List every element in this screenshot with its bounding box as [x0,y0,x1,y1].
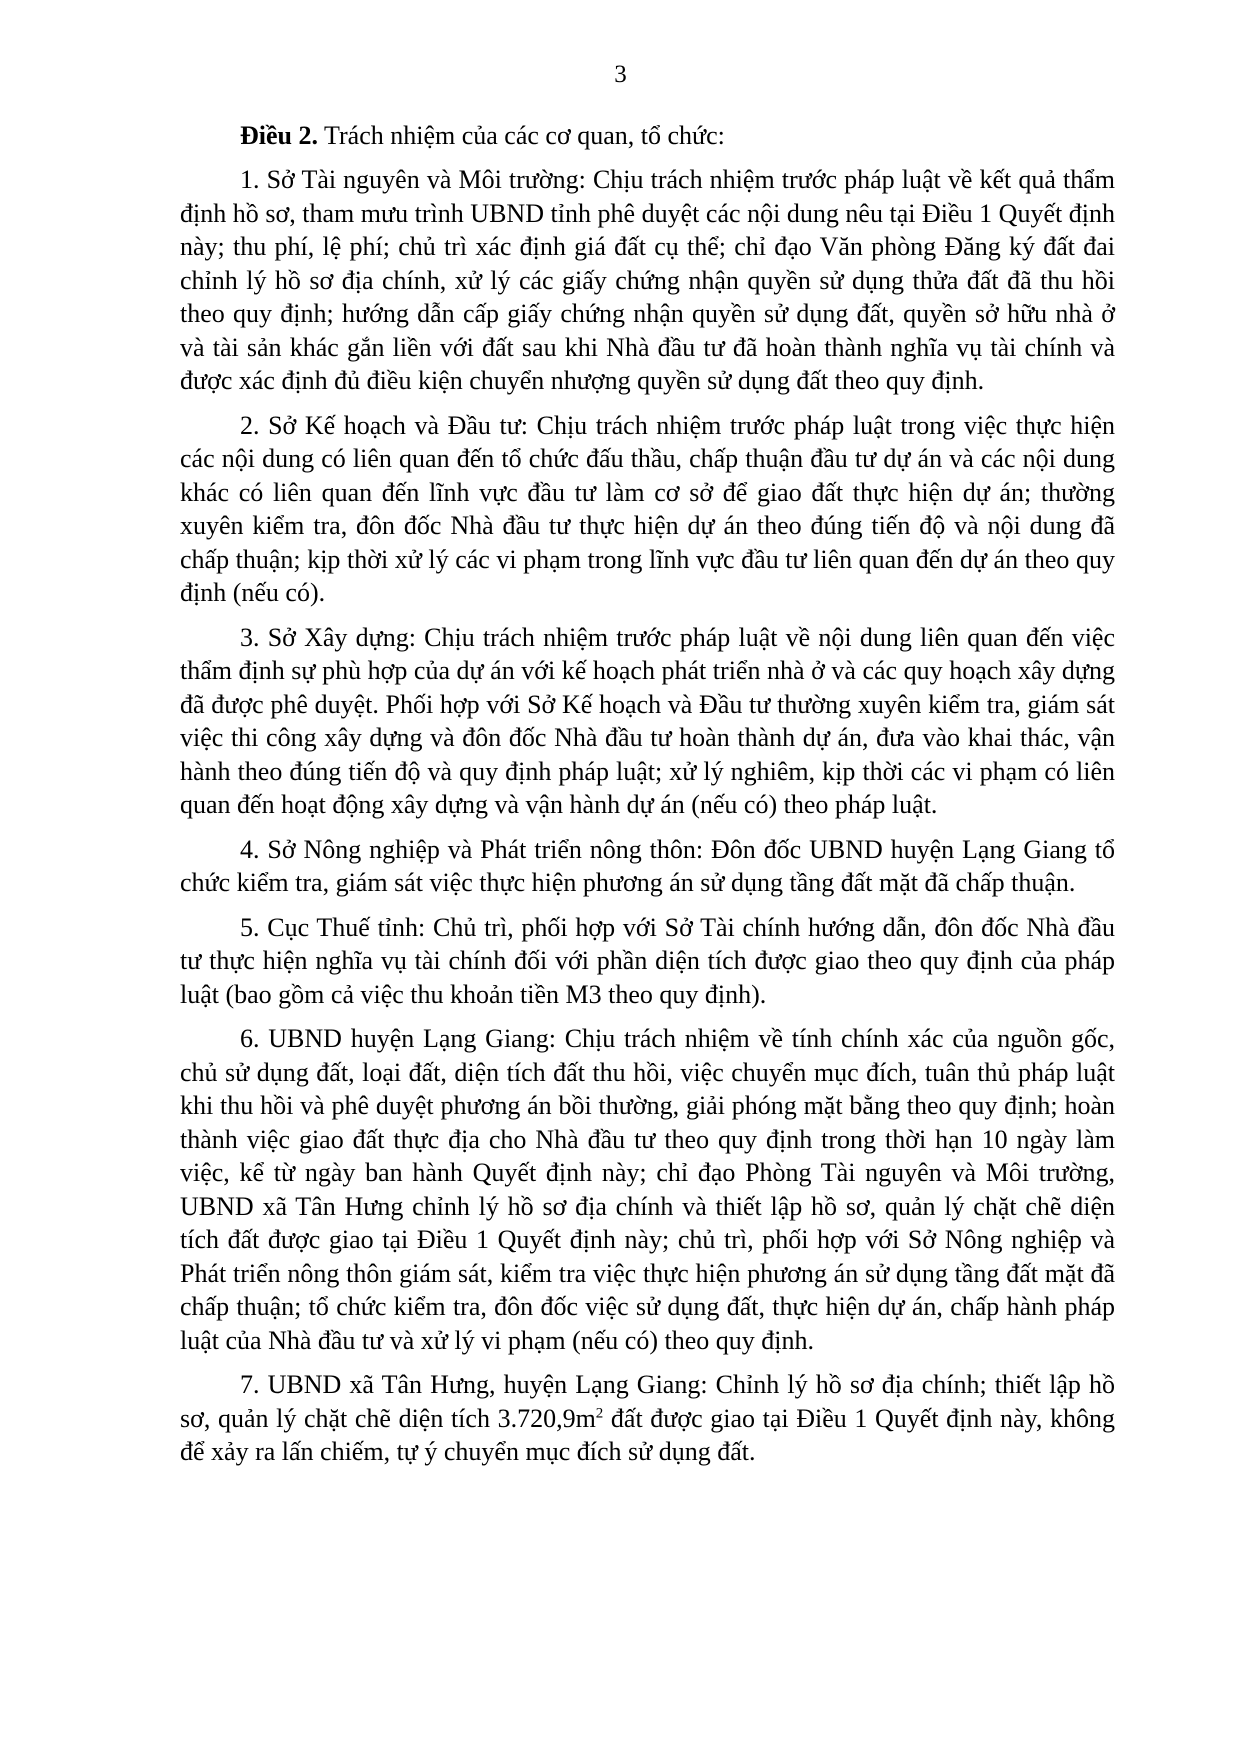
article-heading [180,118,1115,153]
article-title: Trách nhiệm của các cơ quan, tổ chức: [318,121,725,150]
paragraph-3: 3. Sở Xây dựng: Chịu trách nhiệm trước pháp luật về nội dung liên quan đến việc thẩm định sự phù hợp của dự án với kế hoạch phát triển nhà ở và các quy hoạch xây dựng đã được phê duyệt. Phối hợp với Sở Kế hoạch và Đầu tư thường xuyên kiểm tra, giám sát việc thi công xây dựng và đôn đốc Nhà đầu tư hoàn thành dự án, đưa vào khai thác, vận hành theo đúng tiến độ và quy định pháp luật; xử lý nghiêm, kịp thời các vi phạm có liên quan đến hoạt động xây dựng và vận hành dự án (nếu có) theo pháp luật. [180,622,1115,819]
paragraph-7 [180,1368,1115,1469]
article-label: Điều 2. [240,121,318,150]
document-body [180,118,1115,1480]
paragraph-7-text-start: 7. UBND xã Tân Hưng, huyện Lạng Giang: Chỉnh lý hồ sơ địa chính; thiết lập hồ sơ, quản lý chặt chẽ diện tích 3.720,9m [180,1370,1115,1433]
paragraph-1: 1. Sở Tài nguyên và Môi trường: Chịu trách nhiệm trước pháp luật về kết quả thẩm định hồ sơ, tham mưu trình UBND tỉnh phê duyệt các nội dung nêu tại Điều 1 Quyết định này; thu phí, lệ phí; chủ trì xác định giá đất cụ thể; chỉ đạo Văn phòng Đăng ký đất đai chỉnh lý hồ sơ địa chính, xử lý các giấy chứng nhận quyền sử dụng thửa đất đã thu hồi theo quy định; hướng dẫn cấp giấy chứng nhận quyền sử dụng đất, quyền sở hữu nhà ở và tài sản khác gắn liền với đất sau khi Nhà đầu tư đã hoàn thành nghĩa vụ tài chính và được xác định đủ điều kiện chuyển nhượng quyền sử dụng đất theo quy định. [180,165,1115,395]
page-number: 3 [614,61,627,88]
area-unit-superscript: 2 [595,1404,604,1421]
paragraph-7-text-end: đất được giao tại Điều 1 Quyết định này, không để xảy ra lấn chiếm, tự ý chuyển mục đích sử dụng đất. [180,1403,1115,1466]
paragraph-5: 5. Cục Thuế tỉnh: Chủ trì, phối hợp với Sở Tài chính hướng dẫn, đôn đốc Nhà đầu tư thực hiện nghĩa vụ tài chính đối với phần diện tích được giao theo quy định của pháp luật (bao gồm cả việc thu khoản tiền M3 theo quy định). [180,912,1115,1009]
paragraph-2: 2. Sở Kế hoạch và Đầu tư: Chịu trách nhiệm trước pháp luật trong việc thực hiện các nội dung có liên quan đến tổ chức đấu thầu, chấp thuận đầu tư dự án và các nội dung khác có liên quan đến lĩnh vực đầu tư làm cơ sở để giao đất thực hiện dự án; thường xuyên kiểm tra, đôn đốc Nhà đầu tư thực hiện dự án theo đúng tiến độ và nội dung đã chấp thuận; kịp thời xử lý các vi phạm trong lĩnh vực đầu tư liên quan đến dự án theo quy định (nếu có). [180,410,1115,607]
paragraph-6: 6. UBND huyện Lạng Giang: Chịu trách nhiệm về tính chính xác của nguồn gốc, chủ sử dụng đất, loại đất, diện tích đất thu hồi, việc chuyển mục đích, tuân thủ pháp luật khi thu hồi và phê duyệt phương án bồi thường, giải phóng mặt bằng theo quy định; hoàn thành việc giao đất thực địa cho Nhà đầu tư theo quy định trong thời hạn 10 ngày làm việc, kể từ ngày ban hành Quyết định này; chỉ đạo Phòng Tài nguyên và Môi trường, UBND xã Tân Hưng chỉnh lý hồ sơ địa chính và thiết lập hồ sơ, quản lý chặt chẽ diện tích đất được giao tại Điều 1 Quyết định này; chủ trì, phối hợp với Sở Nông nghiệp và Phát triển nông thôn giám sát, kiểm tra việc thực hiện phương án sử dụng tầng đất mặt đã chấp thuận; tổ chức kiểm tra, đôn đốc việc sử dụng đất, thực hiện dự án, chấp hành pháp luật của Nhà đầu tư và xử lý vi phạm (nếu có) theo quy định. [180,1024,1115,1355]
paragraph-4: 4. Sở Nông nghiệp và Phát triển nông thôn: Đôn đốc UBND huyện Lạng Giang tổ chức kiểm tra, giám sát việc thực hiện phương án sử dụng tầng đất mặt đã chấp thuận. [180,834,1115,897]
